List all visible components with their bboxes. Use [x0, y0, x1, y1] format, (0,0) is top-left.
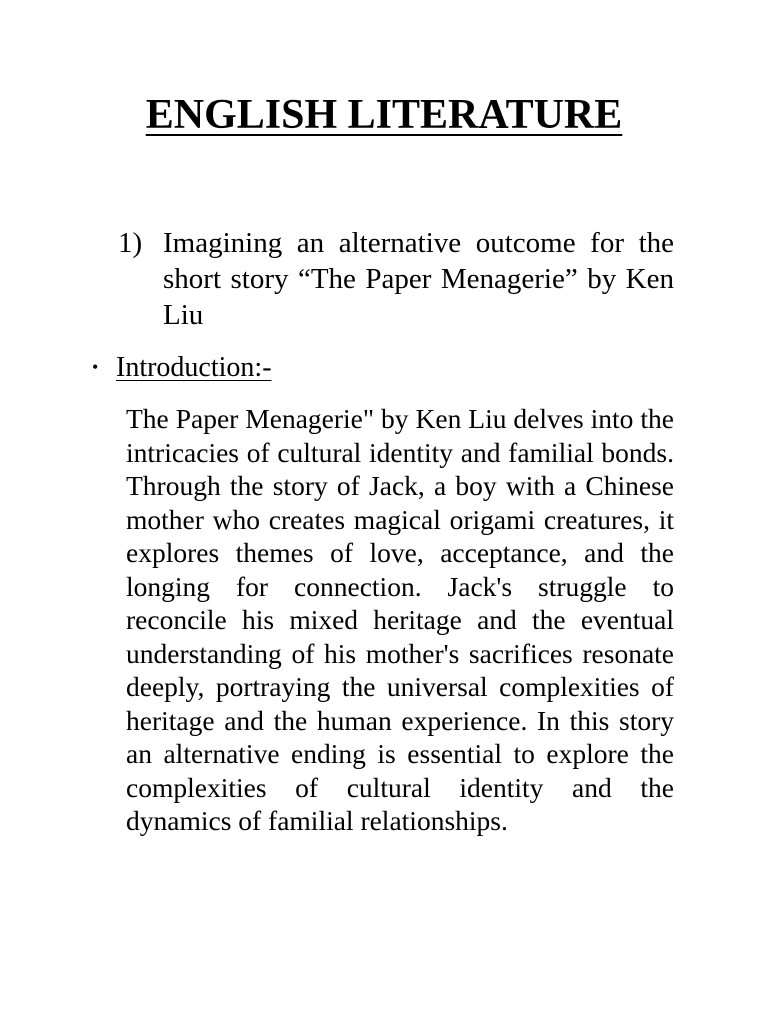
- document-title-text: ENGLISH LITERATURE: [145, 92, 623, 138]
- section-body-paragraph: The Paper Menagerie" by Ken Liu delves into the intricacies of cultural identity and familial bonds. Through the story of Jack, a boy with a Chinese mother who creates magical origami creatures, it explores themes of love, acceptance, and the longing for connection. Jack's struggle to reconcile his mixed heritage and the eventual understanding of his mother's sacrifices resonate deeply, portraying the universal complexities of heritage and the human experience. In this story an alternative ending is essential to explore the complexities of cultural identity and the dynamics of familial relationships.: [126, 403, 674, 836]
- bullet-icon: •: [92, 356, 99, 377]
- question-text: Imagining an alternative outcome for the short story “The Paper Menagerie” by Ken Liu: [163, 227, 674, 331]
- question-number: 1): [118, 227, 143, 259]
- section-heading: [92, 350, 272, 388]
- document-title: [0, 90, 768, 140]
- numbered-question: [118, 225, 674, 333]
- section-heading-label: Introduction:-: [116, 352, 272, 383]
